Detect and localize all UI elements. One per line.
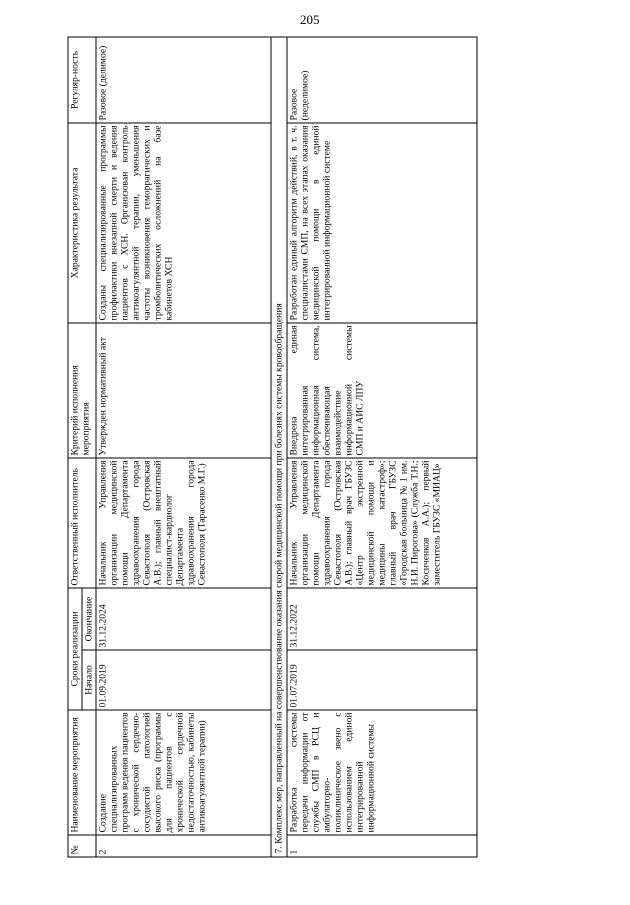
table-row	[287, 37, 477, 857]
header-result: Характеристика результата	[68, 123, 96, 323]
cell-end: 31.12.2022	[287, 588, 477, 650]
cell-result: Разработан единый алгоритм действий, в т. ч. специалистами СМП, на всех этапах оказания медицинской помощи в единой интегрированной информационной системе	[287, 123, 477, 323]
page-number: 205	[300, 12, 320, 27]
cell-regularity: Разовое (неделимое)	[287, 37, 477, 123]
cell-criterion: Утвержден нормативный акт	[96, 323, 271, 458]
cell-num: 2	[96, 835, 271, 857]
cell-start: 01.07.2019	[287, 650, 477, 710]
header-terms: Сроки реализации	[68, 588, 82, 710]
header-name: Наименование мероприятия	[68, 710, 96, 835]
section-row	[271, 37, 287, 857]
section-title: 7. Комплекс мер, направленный на совершенствование оказания скорой медицинской помощи при болезнях системы кровообращения	[271, 37, 287, 857]
cell-num: 1	[287, 835, 477, 857]
header-criterion: Критерий исполнения мероприятия	[68, 323, 96, 458]
cell-responsible: Начальник Управления организации медицинской помощи Департамента здравоохранения города Севастополя (Островская А.В.); главный внештатный специалист-кардиолог Департамента здравоохранения города Севастополя (Тарасенко М.Г.)	[96, 458, 271, 588]
header-num: №	[68, 835, 96, 857]
cell-start: 01.09.2019	[96, 650, 271, 710]
cell-result: Созданы специализированные программы профилактики внезапной смерти и ведения пациентов с ХСН. Организован контроль антикоагулянтной терапии, уменьшения частоты возникновения геморрагических и тромболитических осложнений на базе кабинетов ХСН	[96, 123, 271, 323]
cell-end: 31.12.2024	[96, 588, 271, 650]
header-responsible: Ответственный исполнитель	[68, 458, 96, 588]
measures-table	[68, 36, 478, 857]
table-row	[96, 37, 271, 857]
header-regularity: Регуляр-ность	[68, 37, 96, 123]
cell-responsible: Начальник Управления организации медицинской помощи Департамента здравоохранения города Севастополя (Островская А.В.); главный врач ГБУЗС «Центр экстренной медицинской помощи и медицины катастроф»; главный врач ГБУЗС «Городская больница № 1 им. Н.И. Пирогова» (Служба Т.Н.; Косиченков А.А.); первый заместитель ГБУЗС «МИАЦ»	[287, 458, 477, 588]
header-row-1	[68, 37, 82, 857]
header-start: Начало	[82, 650, 96, 710]
rotated-table-container	[68, 38, 563, 858]
cell-criterion: Внедрена единая интегрированная информационная система, обеспечивающая взаимодействие информационной системы СМП и АИС ЛПУ	[287, 323, 477, 458]
header-end: Окончание	[82, 588, 96, 650]
cell-name: Создание специализированных программ ведения пациентов с хронической сердечно-сосудистой патологией высокого риска (программы для пациентов с хронической сердечной недостаточностью, кабинеты антикоагулянтной терапии)	[96, 710, 271, 835]
cell-name: Разработка системы передачи информации от службы СМП в РСЦ и амбулаторно-поликлиническое звено с использованием единой интегрированной информационной системы	[287, 710, 477, 835]
cell-regularity: Разовое (делимое)	[96, 37, 271, 123]
